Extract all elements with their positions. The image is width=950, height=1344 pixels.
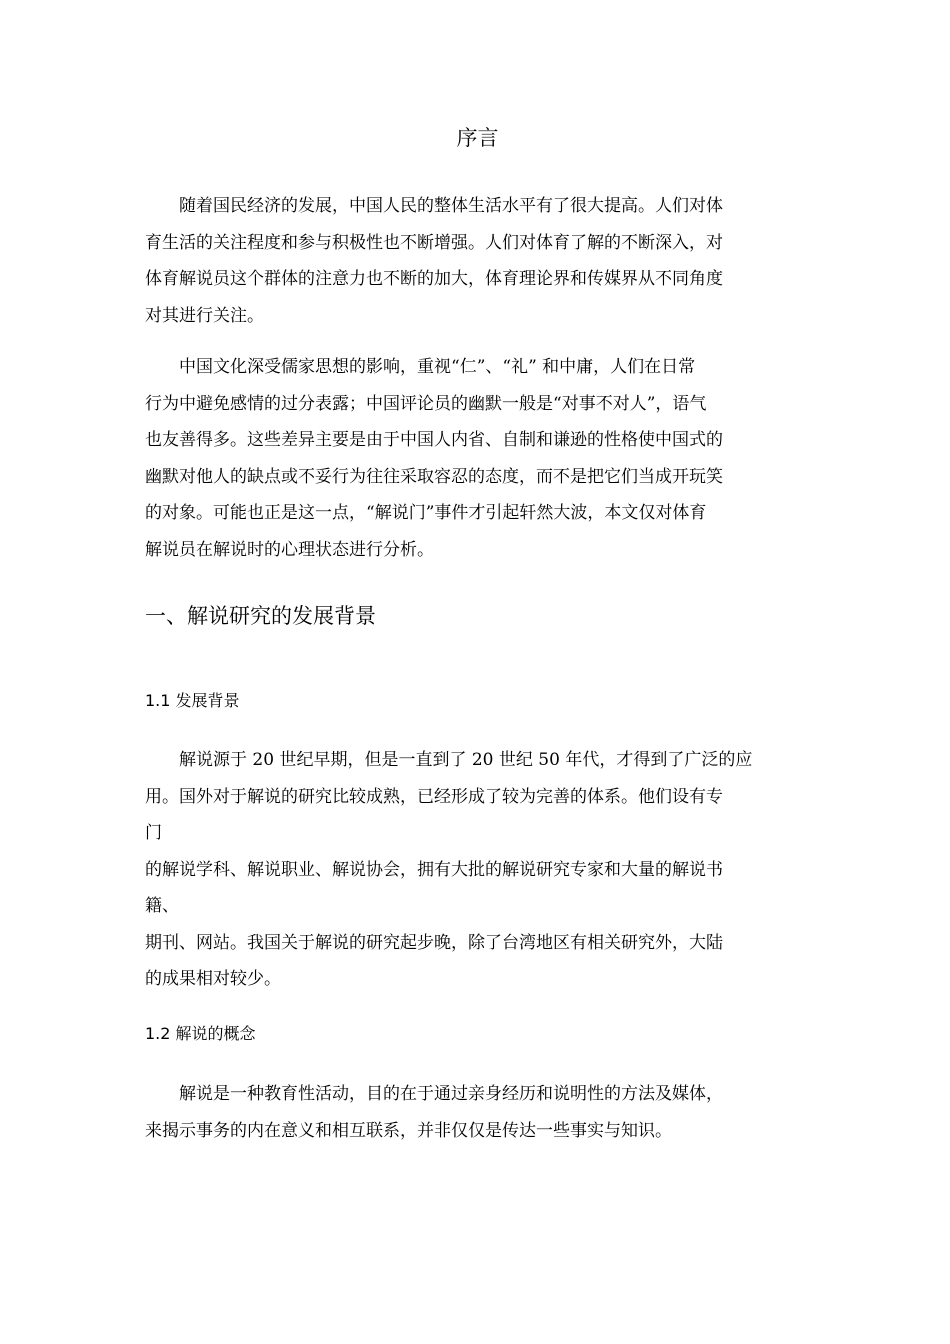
text-line: 也友善得多。这些差异主要是由于中国人内省、自制和谦逊的性格使中国式的 <box>145 430 723 450</box>
background-paragraph <box>145 742 810 998</box>
text-line: 来揭示事务的内在意义和相互联系，并非仅仅是传达一些事实与知识。 <box>145 1120 672 1141</box>
preface-paragraph-2 <box>145 349 810 568</box>
text-line: 的解说学科、解说职业、解说协会，拥有大批的解说研究专家和大量的解说书 <box>145 859 723 880</box>
subsection-heading: 1.2 解说的概念 <box>145 1024 256 1043</box>
text-line: 解说员在解说时的心理状态进行分析。 <box>145 539 434 560</box>
text-line: 门 <box>145 823 162 843</box>
text-line: 解说源于 20 世纪早期，但是一直到了 20 世纪 50 年代，才得到了广泛的应 <box>179 750 753 770</box>
text-line: 对其进行关注。 <box>145 305 264 326</box>
subsection-heading: 1.1 发展背景 <box>145 691 240 710</box>
section-heading: 一、解说研究的发展背景 <box>145 604 376 628</box>
page-title: 序言 <box>456 126 499 150</box>
concept-paragraph <box>145 1076 810 1149</box>
text-line: 体育解说员这个群体的注意力也不断的加大，体育理论界和传媒界从不同角度 <box>145 269 723 289</box>
text-line: 育生活的关注程度和参与积极性也不断增强。人们对体育了解的不断深入，对 <box>145 232 723 253</box>
text-line: 随着国民经济的发展，中国人民的整体生活水平有了很大提高。人们对体 <box>179 196 723 216</box>
text-line: 中国文化深受儒家思想的影响，重视“仁”、“礼” 和中庸，人们在日常 <box>179 357 696 377</box>
text-line: 用。国外对于解说的研究比较成熟，已经形成了较为完善的体系。他们设有专 <box>145 786 723 807</box>
text-line: 期刊、网站。我国关于解说的研究起步晚，除了台湾地区有相关研究外，大陆 <box>145 932 723 953</box>
text-line: 籍、 <box>145 896 179 916</box>
text-line: 的对象。可能也正是这一点，“解说门”事件才引起轩然大波，本文仅对体育 <box>145 503 707 523</box>
text-line: 的成果相对较少。 <box>145 969 281 989</box>
text-line: 行为中避免感情的过分表露；中国评论员的幽默一般是“对事不对人”，语气 <box>145 393 707 414</box>
text-line: 解说是一种教育性活动，目的在于通过亲身经历和说明性的方法及媒体， <box>179 1084 723 1104</box>
preface-paragraph-1 <box>145 188 810 334</box>
text-line: 幽默对他人的缺点或不妥行为往往采取容忍的态度，而不是把它们当成开玩笑 <box>145 466 723 487</box>
